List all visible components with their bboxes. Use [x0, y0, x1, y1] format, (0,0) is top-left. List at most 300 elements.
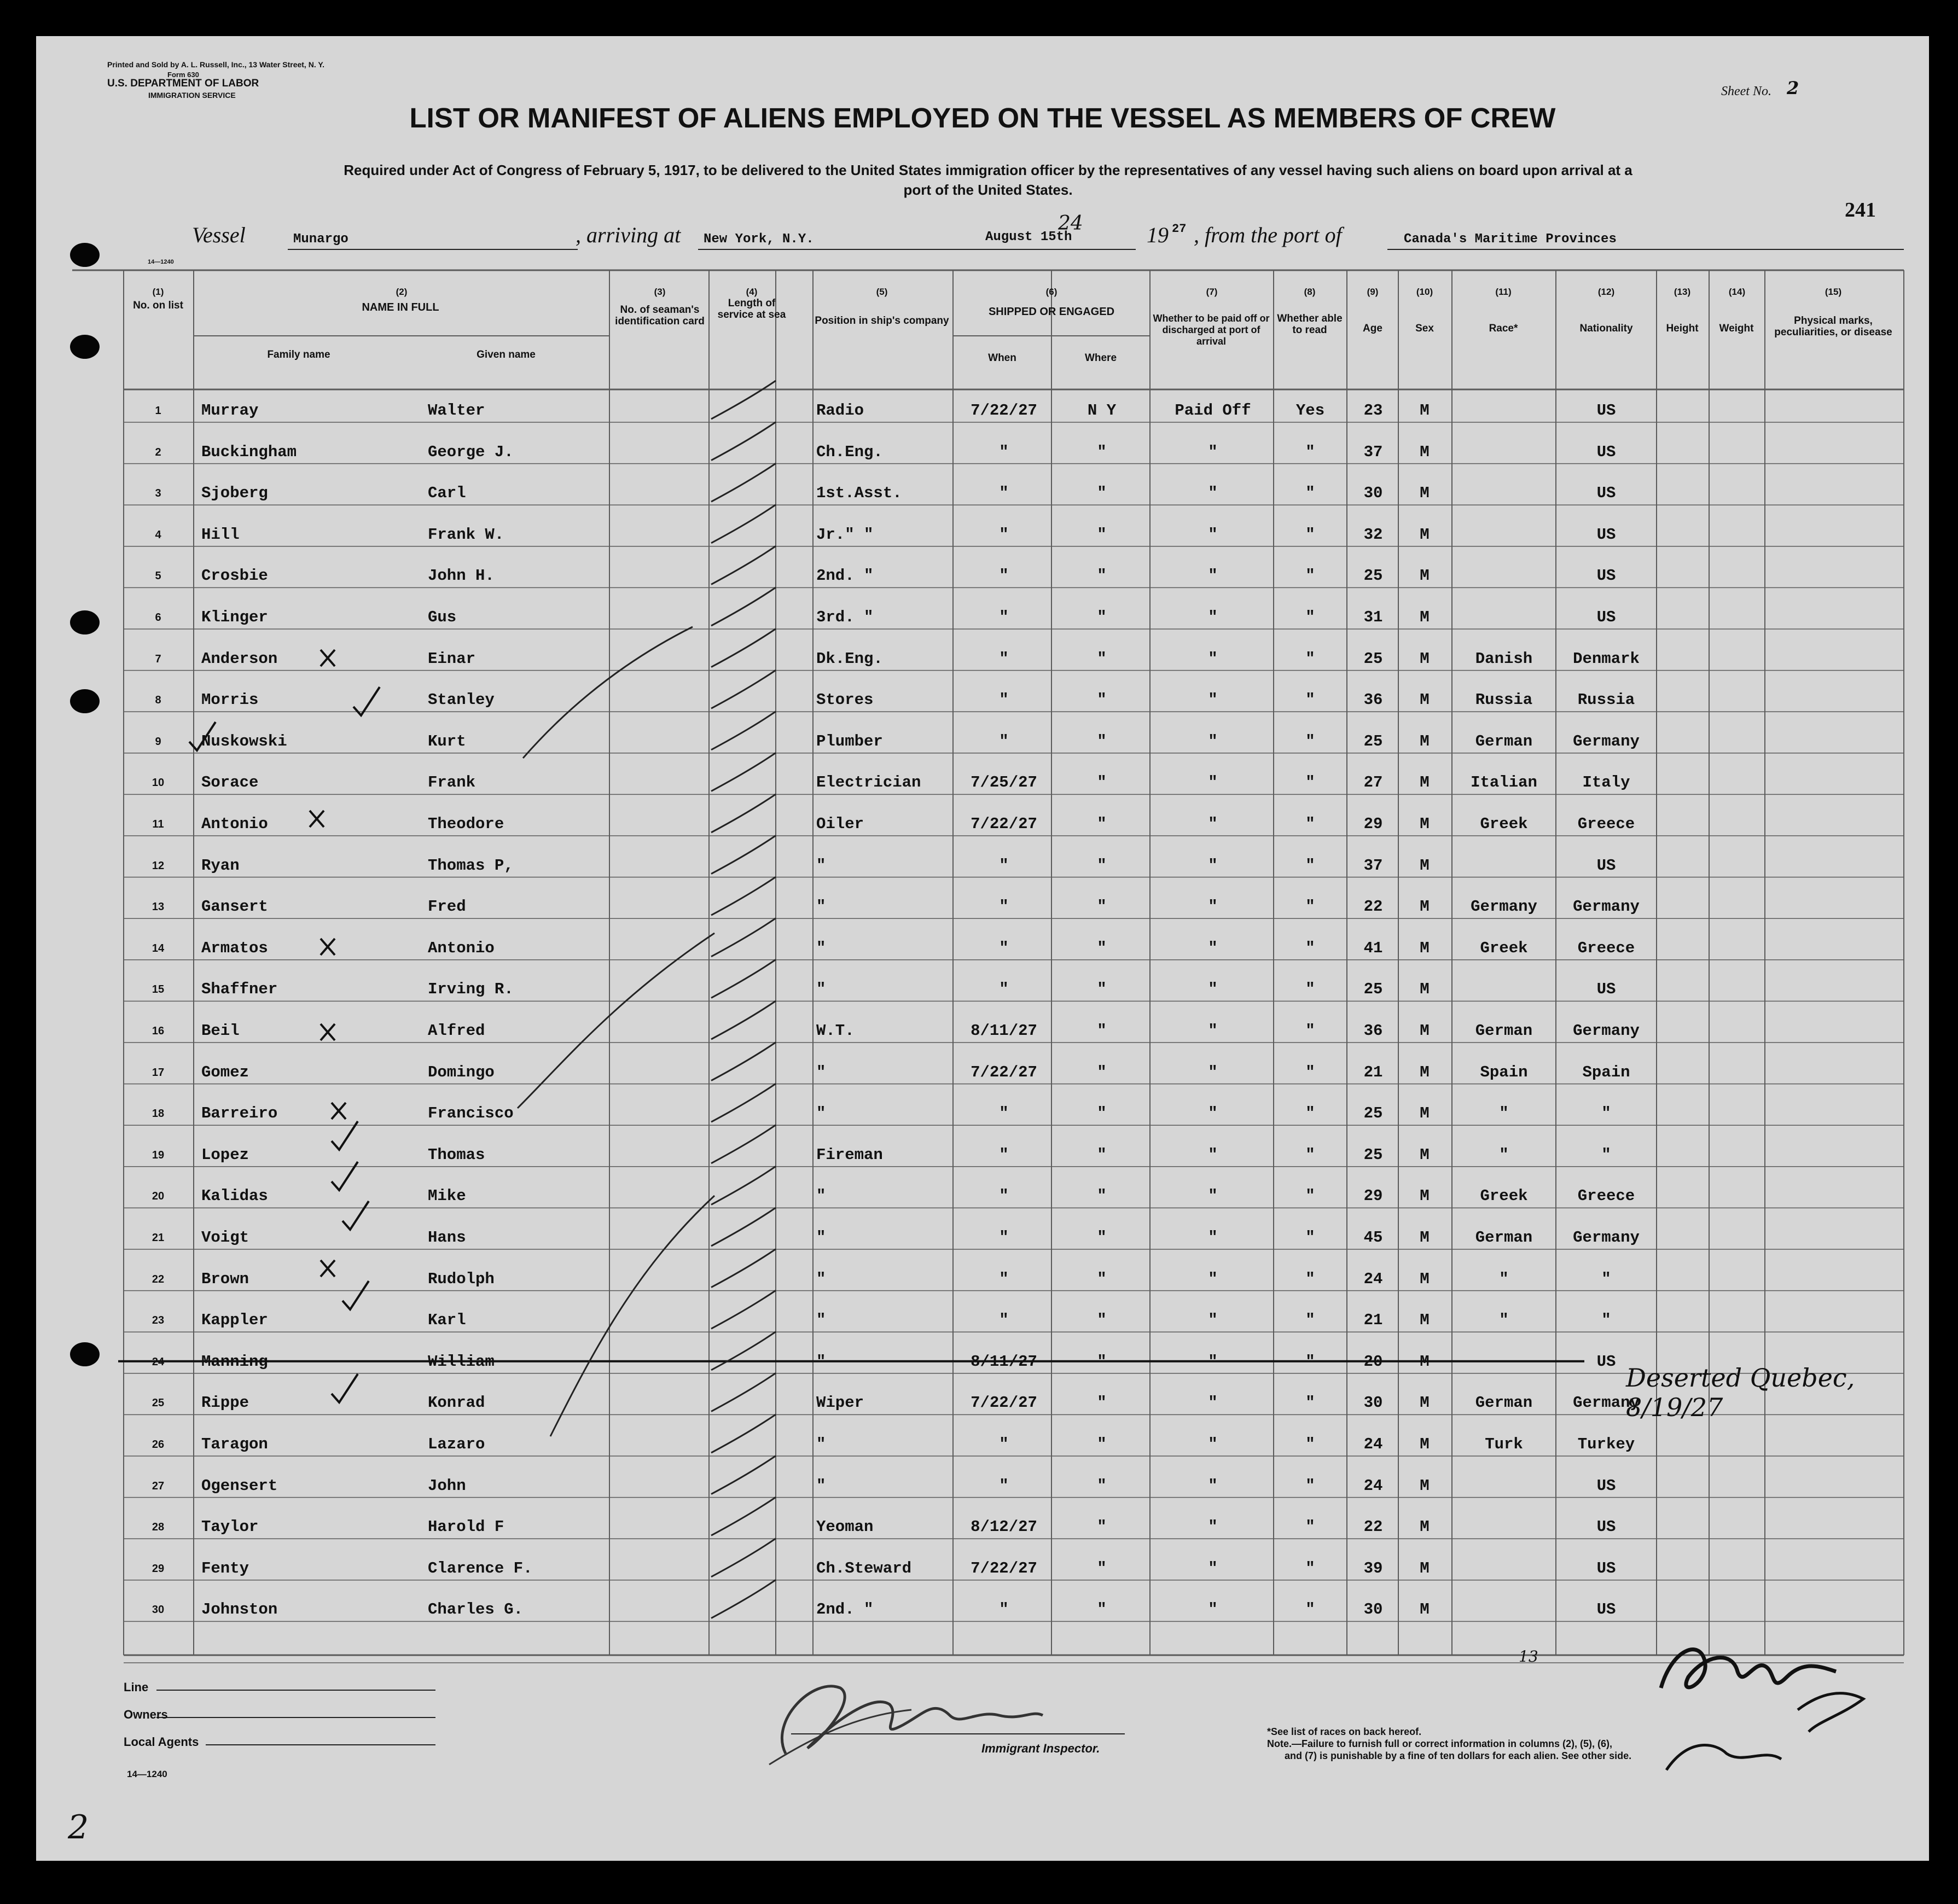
- cell-row-number: 30: [152, 1604, 165, 1616]
- header-race: Race*: [1489, 323, 1518, 334]
- cell-family-name: Sorace: [201, 773, 259, 792]
- cell-race: Germany: [1471, 898, 1537, 916]
- cell-shipped-when: 7/22/27: [971, 1063, 1037, 1081]
- cell-able-to-read: ": [1305, 1352, 1315, 1371]
- cell-position: Plumber: [816, 732, 883, 750]
- arrival-port: New York, N.Y.: [704, 232, 814, 247]
- header-length-service: Length of service at sea: [717, 298, 786, 321]
- cell-row-number: 4: [155, 528, 161, 541]
- cell-nationality: ": [1601, 1145, 1611, 1164]
- header-nationality: Nationality: [1579, 323, 1633, 334]
- cell-sex: M: [1420, 649, 1430, 668]
- cell-paid-off: ": [1208, 1352, 1218, 1371]
- cell-shipped-when: 8/11/27: [971, 1022, 1037, 1040]
- cell-family-name: Hill: [201, 525, 240, 544]
- cell-sex: M: [1420, 773, 1430, 792]
- cell-family-name: Armatos: [201, 939, 268, 957]
- department: U.S. DEPARTMENT OF LABOR: [107, 78, 259, 89]
- vessel-label: Vessel: [192, 223, 246, 247]
- cell-race: Greek: [1480, 939, 1528, 957]
- cell-age: 30: [1363, 1394, 1383, 1412]
- cell-age: 25: [1363, 732, 1383, 750]
- cell-shipped-where: ": [1097, 691, 1107, 709]
- cell-family-name: Antonio: [201, 815, 268, 833]
- cell-paid-off: ": [1208, 1228, 1218, 1247]
- cell-given-name: Charles G.: [428, 1600, 524, 1619]
- footer-agents-label: Local Agents: [124, 1735, 199, 1749]
- cell-shipped-when: ": [999, 442, 1009, 461]
- cell-shipped-where: ": [1097, 1187, 1107, 1206]
- cell-able-to-read: ": [1305, 898, 1315, 916]
- cell-age: 25: [1363, 567, 1383, 585]
- arrival-date: August 15th: [985, 230, 1072, 244]
- cell-family-name: Gomez: [201, 1063, 249, 1081]
- margin-mark: 13: [1519, 1647, 1538, 1666]
- cell-given-name: Einar: [428, 649, 476, 668]
- cell-sex: M: [1420, 1435, 1430, 1453]
- cell-able-to-read: ": [1305, 1394, 1315, 1412]
- cell-shipped-where: ": [1097, 815, 1107, 833]
- cell-able-to-read: ": [1305, 525, 1315, 544]
- cell-paid-off: Paid Off: [1175, 401, 1251, 420]
- cell-able-to-read: ": [1305, 939, 1315, 957]
- cell-nationality: US: [1596, 567, 1616, 585]
- cell-family-name: Beil: [201, 1022, 240, 1040]
- cell-position: 2nd. ": [816, 567, 874, 585]
- cell-shipped-when: ": [999, 732, 1009, 750]
- cell-position: Fireman: [816, 1145, 883, 1164]
- cell-given-name: Stanley: [428, 691, 495, 709]
- column-number: (3): [654, 287, 666, 297]
- inspector-label: Immigrant Inspector.: [981, 1742, 1100, 1755]
- cell-position: ": [816, 980, 826, 999]
- cell-nationality: US: [1596, 980, 1616, 999]
- cell-able-to-read: ": [1305, 1228, 1315, 1247]
- vessel-name: Munargo: [293, 232, 348, 247]
- cell-shipped-when: ": [999, 980, 1009, 999]
- from-port: Canada's Maritime Provinces: [1404, 232, 1617, 247]
- header-seaman-card: No. of seaman's identification card: [615, 304, 705, 327]
- cell-nationality: Germany: [1573, 1228, 1640, 1247]
- cell-given-name: Francisco: [428, 1104, 514, 1123]
- cell-shipped-where: ": [1097, 1022, 1107, 1040]
- cell-given-name: Domingo: [428, 1063, 495, 1081]
- cell-age: 24: [1363, 1435, 1383, 1453]
- cell-nationality: Germany: [1573, 1394, 1640, 1412]
- sheet-label: Sheet No.: [1721, 84, 1771, 98]
- cell-family-name: Murray: [201, 401, 259, 420]
- cell-shipped-where: ": [1097, 567, 1107, 585]
- cell-sex: M: [1420, 401, 1430, 420]
- cell-sex: M: [1420, 525, 1430, 544]
- cell-race: ": [1499, 1311, 1509, 1330]
- cell-family-name: Barreiro: [201, 1104, 278, 1123]
- cell-able-to-read: ": [1305, 1518, 1315, 1536]
- cell-shipped-where: ": [1097, 1518, 1107, 1536]
- cell-shipped-where: ": [1097, 898, 1107, 916]
- cell-position: 1st.Asst.: [816, 484, 902, 503]
- cell-sex: M: [1420, 1559, 1430, 1577]
- cell-row-number: 22: [152, 1273, 165, 1285]
- cell-given-name: Kurt: [428, 732, 466, 750]
- cell-position: Yeoman: [816, 1518, 874, 1536]
- cell-paid-off: ": [1208, 1145, 1218, 1164]
- cell-shipped-where: ": [1097, 1559, 1107, 1577]
- cell-able-to-read: ": [1305, 1476, 1315, 1495]
- cell-position: ": [816, 1187, 826, 1206]
- cell-given-name: Konrad: [428, 1394, 485, 1412]
- note-penalty-2: and (7) is punishable by a fine of ten dollars for each alien. See other side.: [1285, 1750, 1632, 1761]
- cell-nationality: US: [1596, 1476, 1616, 1495]
- cell-shipped-when: ": [999, 1600, 1009, 1619]
- cell-able-to-read: ": [1305, 608, 1315, 626]
- cell-shipped-when: ": [999, 525, 1009, 544]
- cell-paid-off: ": [1208, 442, 1218, 461]
- column-number: (1): [152, 287, 164, 297]
- cell-paid-off: ": [1208, 898, 1218, 916]
- column-number: (2): [396, 287, 408, 297]
- column-number: (4): [746, 287, 758, 297]
- cell-paid-off: ": [1208, 1311, 1218, 1330]
- cell-shipped-where: ": [1097, 1311, 1107, 1330]
- cell-nationality: US: [1596, 856, 1616, 875]
- cell-given-name: Carl: [428, 484, 466, 503]
- cell-row-number: 27: [152, 1480, 165, 1492]
- cell-shipped-when: ": [999, 1145, 1009, 1164]
- cell-family-name: Lopez: [201, 1145, 249, 1164]
- subtitle-line1: Required under Act of Congress of February 5, 1917, to be delivered to the United States immigration officer by the representatives of any vessel having such aliens on board upon arrival at a: [344, 162, 1632, 178]
- cell-family-name: Voigt: [201, 1228, 249, 1247]
- cell-paid-off: ": [1208, 1394, 1218, 1412]
- cell-able-to-read: ": [1305, 815, 1315, 833]
- cell-nationality: Greece: [1577, 1187, 1635, 1206]
- date-correction: 24: [1058, 212, 1083, 235]
- cell-family-name: Ogensert: [201, 1476, 278, 1495]
- cell-shipped-when: 7/22/27: [971, 815, 1037, 833]
- cell-shipped-where: ": [1097, 484, 1107, 503]
- cell-nationality: US: [1596, 608, 1616, 626]
- cell-family-name: Kalidas: [201, 1187, 268, 1206]
- cell-shipped-when: 7/22/27: [971, 1394, 1037, 1412]
- annotation-deserted: Deserted Quebec, 8/19/27: [1626, 1363, 1855, 1422]
- cell-able-to-read: ": [1305, 1145, 1315, 1164]
- cell-given-name: Frank W.: [428, 525, 504, 544]
- cell-given-name: Clarence F.: [428, 1559, 533, 1577]
- cell-position: W.T.: [816, 1022, 855, 1040]
- cell-row-number: 11: [152, 818, 164, 830]
- cell-age: 21: [1363, 1311, 1383, 1330]
- from-label: , from the port of: [1194, 223, 1342, 247]
- cell-position: Oiler: [816, 815, 864, 833]
- cell-given-name: Hans: [428, 1228, 466, 1247]
- cell-sex: M: [1420, 898, 1430, 916]
- cell-family-name: Taragon: [201, 1435, 268, 1453]
- header-weight: Weight: [1719, 323, 1754, 334]
- cell-shipped-where: N Y: [1087, 401, 1117, 420]
- cell-sex: M: [1420, 980, 1430, 999]
- cell-row-number: 28: [152, 1521, 165, 1534]
- cell-age: 22: [1363, 898, 1383, 916]
- cell-given-name: John H.: [428, 567, 495, 585]
- column-number: (11): [1495, 287, 1512, 297]
- cell-age: 25: [1363, 1145, 1383, 1164]
- cell-shipped-where: ": [1097, 1352, 1107, 1371]
- cell-nationality: US: [1596, 525, 1616, 544]
- punch-hole: [70, 1342, 100, 1366]
- cell-sex: M: [1420, 1270, 1430, 1288]
- cell-age: 24: [1363, 1270, 1383, 1288]
- cell-sex: M: [1420, 1022, 1430, 1040]
- cell-row-number: 12: [152, 859, 165, 872]
- cell-row-number: 18: [152, 1108, 165, 1120]
- cell-paid-off: ": [1208, 732, 1218, 750]
- cell-age: 29: [1363, 1187, 1383, 1206]
- cell-family-name: Buckingham: [201, 442, 297, 461]
- cell-sex: M: [1420, 1518, 1430, 1536]
- cell-age: 21: [1363, 1063, 1383, 1081]
- cell-given-name: Frank: [428, 773, 476, 792]
- cell-shipped-where: ": [1097, 1228, 1107, 1247]
- cell-paid-off: ": [1208, 1022, 1218, 1040]
- cell-sex: M: [1420, 1476, 1430, 1495]
- cell-family-name: Klinger: [201, 608, 268, 626]
- cell-shipped-when: ": [999, 1228, 1009, 1247]
- column-number: (5): [876, 287, 888, 297]
- header-shipped: SHIPPED OR ENGAGED: [988, 306, 1115, 318]
- cell-nationality: US: [1596, 442, 1616, 461]
- cell-age: 22: [1363, 1518, 1383, 1536]
- column-number: (15): [1825, 287, 1842, 297]
- cell-paid-off: ": [1208, 773, 1218, 792]
- cell-family-name: Rippe: [201, 1394, 249, 1412]
- cell-nationality: US: [1596, 1518, 1616, 1536]
- cell-sex: M: [1420, 815, 1430, 833]
- cell-row-number: 19: [152, 1149, 165, 1161]
- punch-hole: [70, 335, 100, 359]
- cell-sex: M: [1420, 939, 1430, 957]
- cell-nationality: US: [1596, 484, 1616, 503]
- cell-shipped-where: ": [1097, 442, 1107, 461]
- cell-paid-off: ": [1208, 1518, 1218, 1536]
- cell-shipped-where: ": [1097, 649, 1107, 668]
- cell-race: German: [1475, 1022, 1533, 1040]
- cell-shipped-when: ": [999, 691, 1009, 709]
- punch-hole: [70, 610, 100, 634]
- cell-sex: M: [1420, 1600, 1430, 1619]
- cell-shipped-when: ": [999, 1270, 1009, 1288]
- cell-sex: M: [1420, 1063, 1430, 1081]
- cell-paid-off: ": [1208, 1270, 1218, 1288]
- cell-position: ": [816, 1435, 826, 1453]
- cell-nationality: US: [1596, 1559, 1616, 1577]
- footer-line-label: Line: [124, 1680, 149, 1694]
- cell-age: 25: [1363, 1104, 1383, 1123]
- cell-able-to-read: ": [1305, 649, 1315, 668]
- cell-given-name: Harold F: [428, 1518, 504, 1536]
- cell-family-name: Manning: [201, 1352, 268, 1371]
- cell-age: 25: [1363, 649, 1383, 668]
- header-where: Where: [1084, 352, 1117, 364]
- cell-nationality: US: [1596, 1600, 1616, 1619]
- cell-row-number: 13: [152, 901, 165, 913]
- cell-family-name: Kappler: [201, 1311, 268, 1330]
- year: 27: [1172, 222, 1187, 236]
- cell-sex: M: [1420, 1394, 1430, 1412]
- cell-paid-off: ": [1208, 980, 1218, 999]
- column-number: (6): [1045, 287, 1058, 297]
- inspector-signature: [747, 1655, 1054, 1775]
- cell-shipped-where: ": [1097, 1063, 1107, 1081]
- cell-family-name: Nuskowski: [201, 732, 287, 750]
- cell-paid-off: ": [1208, 1476, 1218, 1495]
- cell-able-to-read: ": [1305, 442, 1315, 461]
- cell-age: 37: [1363, 442, 1383, 461]
- cell-able-to-read: ": [1305, 1559, 1315, 1577]
- cell-family-name: Anderson: [201, 649, 278, 668]
- cell-race: Greek: [1480, 815, 1528, 833]
- cell-position: Ch.Eng.: [816, 442, 883, 461]
- cell-nationality: Spain: [1582, 1063, 1630, 1081]
- cell-shipped-when: ": [999, 649, 1009, 668]
- cell-given-name: Thomas: [428, 1145, 485, 1164]
- cell-race: ": [1499, 1145, 1509, 1164]
- cell-nationality: Denmark: [1573, 649, 1640, 668]
- cell-given-name: William: [428, 1352, 495, 1371]
- cell-able-to-read: ": [1305, 691, 1315, 709]
- cell-race: Turk: [1485, 1435, 1523, 1453]
- cell-nationality: ": [1601, 1270, 1611, 1288]
- cell-position: Wiper: [816, 1394, 864, 1412]
- cell-position: ": [816, 898, 826, 916]
- cell-row-number: 6: [155, 612, 161, 624]
- cell-age: 20: [1363, 1352, 1383, 1371]
- cell-paid-off: ": [1208, 1559, 1218, 1577]
- cell-nationality: Russia: [1577, 691, 1635, 709]
- cell-family-name: Crosbie: [201, 567, 268, 585]
- cell-row-number: 25: [152, 1397, 165, 1410]
- cell-given-name: Antonio: [428, 939, 495, 957]
- cell-shipped-when: ": [999, 898, 1009, 916]
- cell-position: ": [816, 1228, 826, 1247]
- cell-position: Jr." ": [816, 525, 874, 544]
- punch-hole: [70, 689, 100, 713]
- cell-able-to-read: Yes: [1295, 401, 1325, 420]
- header-given-name: Given name: [477, 349, 536, 360]
- cell-given-name: Lazaro: [428, 1435, 485, 1453]
- cell-row-number: 1: [155, 405, 161, 417]
- cell-shipped-where: ": [1097, 1600, 1107, 1619]
- cell-family-name: Shaffner: [201, 980, 278, 999]
- cell-family-name: Sjoberg: [201, 484, 268, 503]
- column-number: (10): [1416, 287, 1433, 297]
- cell-age: 37: [1363, 856, 1383, 875]
- cell-nationality: ": [1601, 1104, 1611, 1123]
- cell-position: ": [816, 1476, 826, 1495]
- cell-age: 32: [1363, 525, 1383, 544]
- cell-given-name: Alfred: [428, 1022, 485, 1040]
- cell-sex: M: [1420, 1187, 1430, 1206]
- cell-sex: M: [1420, 484, 1430, 503]
- cell-given-name: Irving R.: [428, 980, 514, 999]
- cell-shipped-when: ": [999, 567, 1009, 585]
- cell-position: Ch.Steward: [816, 1559, 912, 1577]
- cell-shipped-when: ": [999, 608, 1009, 626]
- cell-given-name: Theodore: [428, 815, 504, 833]
- cell-age: 30: [1363, 484, 1383, 503]
- cell-age: 27: [1363, 773, 1383, 792]
- cell-able-to-read: ": [1305, 1104, 1315, 1123]
- cell-sex: M: [1420, 567, 1430, 585]
- form-stamp: 14—1240: [148, 259, 174, 265]
- cell-position: ": [816, 939, 826, 957]
- cell-row-number: 21: [152, 1232, 165, 1244]
- arriving-label: , arriving at: [576, 223, 681, 247]
- header-name-in-full: NAME IN FULL: [362, 301, 439, 313]
- cell-paid-off: ": [1208, 1187, 1218, 1206]
- cell-age: 29: [1363, 815, 1383, 833]
- cell-row-number: 15: [152, 983, 165, 996]
- cell-position: 2nd. ": [816, 1600, 874, 1619]
- cell-shipped-when: ": [999, 939, 1009, 957]
- cell-position: ": [816, 1311, 826, 1330]
- cell-shipped-when: ": [999, 1476, 1009, 1495]
- cell-shipped-when: 7/22/27: [971, 401, 1037, 420]
- cell-given-name: John: [428, 1476, 466, 1495]
- cell-race: Italian: [1471, 773, 1537, 792]
- service: IMMIGRATION SERVICE: [148, 91, 236, 100]
- cell-given-name: George J.: [428, 442, 514, 461]
- cell-family-name: Johnston: [201, 1600, 278, 1619]
- year-prefix: 19: [1147, 223, 1169, 247]
- cell-row-number: 14: [152, 942, 165, 954]
- cell-shipped-where: ": [1097, 608, 1107, 626]
- master-signature: [1655, 1628, 1885, 1792]
- cell-family-name: Fenty: [201, 1559, 249, 1577]
- header-paid-off: Whether to be paid off or discharged at port of arrival: [1153, 313, 1270, 347]
- cell-nationality: Germany: [1573, 1022, 1640, 1040]
- cell-position: Radio: [816, 401, 864, 420]
- header-family-name: Family name: [267, 349, 330, 360]
- cell-position: ": [816, 1063, 826, 1081]
- page-number: 241: [1845, 199, 1876, 222]
- header-no-on-list: No. on list: [133, 300, 183, 311]
- cell-paid-off: ": [1208, 567, 1218, 585]
- cell-sex: M: [1420, 1228, 1430, 1247]
- cell-shipped-where: ": [1097, 939, 1107, 957]
- cell-row-number: 29: [152, 1562, 165, 1575]
- cell-row-number: 9: [155, 735, 161, 748]
- cell-nationality: US: [1596, 401, 1616, 420]
- cell-able-to-read: ": [1305, 773, 1315, 792]
- header-physical-marks: Physical marks, peculiarities, or disease: [1774, 315, 1892, 338]
- footer-owners-label: Owners: [124, 1708, 168, 1721]
- cell-shipped-when: 8/12/27: [971, 1518, 1037, 1536]
- cell-paid-off: ": [1208, 608, 1218, 626]
- cell-sex: M: [1420, 732, 1430, 750]
- cell-race: Spain: [1480, 1063, 1528, 1081]
- cell-nationality: US: [1596, 1352, 1616, 1371]
- cell-sex: M: [1420, 1311, 1430, 1330]
- cell-row-number: 26: [152, 1439, 165, 1451]
- cell-able-to-read: ": [1305, 1435, 1315, 1453]
- printer-credit: Printed and Sold by A. L. Russell, Inc., 13 Water Street, N. Y.: [107, 60, 325, 69]
- cell-paid-off: ": [1208, 815, 1218, 833]
- cell-able-to-read: ": [1305, 1270, 1315, 1288]
- cell-paid-off: ": [1208, 939, 1218, 957]
- cell-age: 41: [1363, 939, 1383, 957]
- cell-given-name: Fred: [428, 898, 466, 916]
- cell-race: German: [1475, 732, 1533, 750]
